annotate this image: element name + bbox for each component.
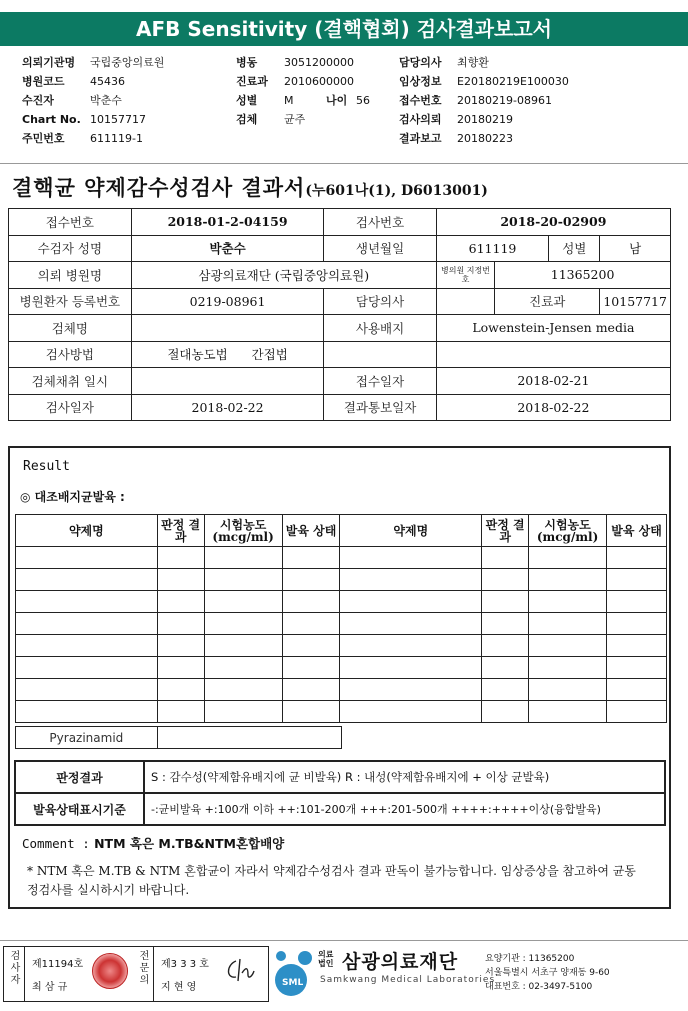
report-banner: AFB Sensitivity (결핵협회) 검사결과보고서	[0, 12, 688, 46]
table-row	[16, 635, 667, 657]
comment-note: * NTM 혹은 M.TB & NTM 혼합균이 자라서 약제감수성검사 결과 판독이 불가능합니다. 임상증상을 참고하여 균동정검사를 실시하시기 바랍니다.	[27, 864, 636, 897]
document-title: 결핵균 약제감수성검사 결과서(누601나(1), D6013001)	[12, 175, 488, 200]
hospital-code: 11365200	[495, 262, 671, 289]
table-row	[16, 591, 667, 613]
examiner-name: 최 삼 규	[32, 982, 68, 993]
specimen	[131, 315, 324, 342]
document-code: (누601나(1), D6013001)	[305, 183, 488, 199]
patient-name: 박춘수	[131, 235, 324, 262]
specialist-name: 지 현 영	[161, 982, 197, 993]
org-english: Samkwang Medical Laboratories	[320, 975, 496, 985]
department: 10157717	[600, 288, 671, 315]
sex: 남	[600, 235, 671, 262]
header-divider	[0, 163, 688, 164]
sml-logo-icon	[271, 946, 315, 998]
registration-number: 0219-08961	[131, 288, 324, 315]
seal-stamp	[92, 953, 128, 989]
org-small: 의료 법인	[318, 950, 334, 968]
sml-logo-text: SML	[282, 978, 304, 988]
comment: Comment : NTM 혹은 M.TB&NTM혼합배양	[22, 836, 285, 851]
examiner-license: 제11194호	[32, 959, 84, 970]
test-number: 2018-20-02909	[436, 209, 670, 236]
collection-date	[131, 368, 324, 395]
footer-divider	[0, 940, 688, 941]
header-col-1: 의뢰기관명 국립중앙의료원 병원코드 45436 수진자 박춘수 Chart No. 10157717 주민번호 611119-1	[22, 56, 165, 145]
table-row	[16, 569, 667, 591]
legend-table: 판정결과 S : 감수성(약제함유배지에 균 비발육) R : 내성(약제함유배지에 + 이상 균발육) 발육상태표시기준 -:균비발육 +:100개 이하 ++:101-200개 +++:201-500개 ++++:++++이상(융합발육)	[14, 760, 666, 826]
header-col-3: 담당의사 최향환 임상정보 E20180219E100030 접수번호 20180219-08961 검사의뢰 20180219 결과보고 20180223	[399, 56, 569, 145]
control-growth: ◎ 대조배지균발육 :	[20, 490, 125, 504]
table-row	[16, 679, 667, 701]
pyrazinamide-row: Pyrazinamid	[15, 726, 342, 749]
doctor	[436, 288, 494, 315]
media: Lowenstein-Jensen media	[436, 315, 670, 342]
growth-legend: -:균비발육 +:100개 이하 ++:101-200개 +++:201-500개 ++++:++++이상(융합발육)	[144, 793, 665, 825]
specialist-label: 전문의	[137, 950, 148, 986]
hospital-name: 삼광의료재단 (국립중앙의료원)	[131, 262, 436, 289]
specialist-license: 제3 3 3 호	[161, 959, 209, 970]
report-date: 2018-02-22	[436, 394, 670, 421]
table-row	[16, 657, 667, 679]
judgement-legend: S : 감수성(약제함유배지에 균 비발육) R : 내성(약제함유배지에 + 이상 균발육)	[144, 761, 665, 793]
table-row	[16, 701, 667, 723]
test-method: 절대농도법 간접법	[131, 341, 324, 368]
examiner-label: 검사자	[8, 950, 19, 986]
org-address: 서울특별시 서초구 양재동 9-60	[485, 968, 610, 978]
received-date: 2018-02-21	[436, 368, 670, 395]
org-phone: 대표번호 : 02-3497-5100	[485, 982, 593, 992]
result-title: Result	[23, 459, 70, 474]
header-col-2: 병동 3051200000 진료과 2010600000 성별 M 나이 56 검체 균주	[236, 56, 370, 126]
signature-mark	[222, 955, 256, 985]
org-name: 삼광의료재단	[342, 951, 459, 973]
table-row	[16, 547, 667, 569]
patient-info-table: 접수번호 2018-01-2-04159 검사번호 2018-20-02909 수검자 성명 박춘수 생년월일 611119 성별 남 의뢰 병원명 삼광의료재단 (국립중앙의료원) 병의원 지정번호 11365200 병원환자 등록번호 0219-08961 담당의사 진료과 10157717 검체명 사용배지 Lowenstein-Jensen media 검사방법 절대농도법 간접법 검체채취 일시 접수일자 2018-02-21 검사일자 2018-02-22 결과통보일자 2018-02-22	[8, 208, 671, 421]
test-date: 2018-02-22	[131, 394, 324, 421]
table-row	[16, 613, 667, 635]
org-code: 요양기관 : 11365200	[485, 954, 575, 964]
reception-number: 2018-01-2-04159	[131, 209, 324, 236]
birth-date: 611119	[436, 235, 549, 262]
drug-table-body	[16, 547, 667, 723]
drug-table: 약제명 판정 결과 시험농도 (mcg/ml) 발육 상태 약제명 판정 결과 시험농도 (mcg/ml) 발육 상태	[15, 514, 667, 723]
